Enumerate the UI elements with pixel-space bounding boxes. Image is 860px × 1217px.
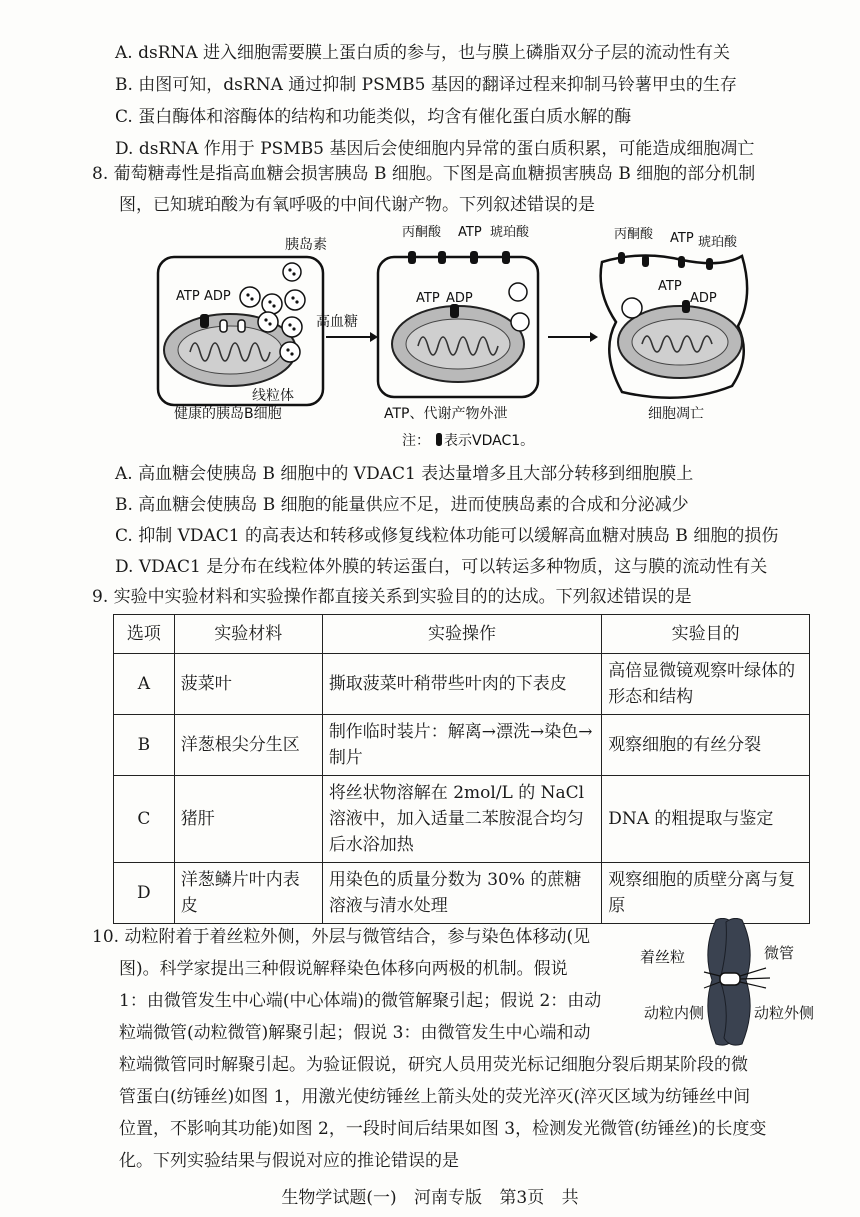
cell-option: B	[114, 715, 175, 776]
label-mitochondrion: 线粒体	[252, 388, 294, 404]
page-footer	[0, 1183, 860, 1208]
cell-operation: 将丝状物溶解在 2mol/L 的 NaCl 溶液中，加入适量二苯胺混合均匀后水浴加热	[322, 776, 601, 863]
label-succinate-2: 琥珀酸	[698, 235, 738, 250]
cell-purpose: 观察细胞的有丝分裂	[602, 715, 810, 776]
header-option: 选项	[114, 615, 175, 654]
header-operation: 实验操作	[322, 615, 601, 654]
cell-operation: 用染色的质量分数为 30% 的蔗糖溶液与清水处理	[322, 863, 601, 924]
cell-option: D	[114, 863, 175, 924]
label-centromere: 着丝粒	[640, 948, 686, 966]
cell-purpose: 高倍显微镜观察叶绿体的形态和结构	[602, 654, 810, 715]
table-row	[114, 776, 810, 863]
apoptotic-cell	[601, 227, 748, 422]
label-high-glucose: 高血糖	[316, 314, 358, 330]
experiment-table	[113, 614, 810, 924]
q10-line-4: 粒端微管(动粒微管)解聚引起；假说 3：由微管发生中心端和动	[119, 1023, 591, 1043]
label-atp-4: ATP	[670, 231, 694, 246]
q8-option-b: B. 高血糖会使胰岛 B 细胞的能量供应不足，进而使胰岛素的合成和分泌减少	[115, 495, 689, 515]
label-apoptosis: 细胞凋亡	[648, 406, 704, 422]
footer-subject: 生物学试题(一)	[281, 1188, 397, 1208]
label-kinetochore-outer: 动粒外侧	[754, 1004, 815, 1022]
vdac1-symbol	[436, 433, 442, 446]
label-adp-1: ADP	[204, 289, 231, 304]
q8-option-d: D. VDAC1 是分布在线粒体外膜的转运蛋白，可以转运多种物质，这与膜的流动性有关	[115, 557, 768, 577]
q8-option-a: A. 高血糖会使胰岛 B 细胞中的 VDAC1 表达量增多且大部分转移到细胞膜上	[115, 464, 694, 484]
label-kinetochore-inner: 动粒内侧	[644, 1004, 705, 1022]
footer-page: 第3页	[499, 1188, 545, 1208]
cell-material: 猪肝	[174, 776, 322, 863]
q10-line-7: 位置，不影响其功能)如图 2，一段时间后结果如图 3，检测发光微管(纺锤丝)的长度变	[119, 1119, 767, 1139]
header-purpose: 实验目的	[602, 615, 810, 654]
label-microtubule: 微管	[764, 944, 795, 962]
label-leak: ATP、代谢产物外泄	[384, 406, 508, 422]
label-atp-5: ATP	[658, 279, 682, 294]
label-atp-3: ATP	[416, 291, 440, 306]
q8-option-c: C. 抑制 VDAC1 的高表达和转移或修复线粒体功能可以缓解高血糖对胰岛 B 细胞的损伤	[115, 526, 779, 546]
q10-line-8: 化。下列实验结果与假说对应的推论错误的是	[119, 1151, 459, 1171]
chromosome-figure	[638, 918, 838, 1048]
cell-material: 洋葱鳞片叶内表皮	[174, 863, 322, 924]
label-adp-3: ADP	[690, 291, 717, 306]
cell-purpose: DNA 的粗提取与鉴定	[602, 776, 810, 863]
header-material: 实验材料	[174, 615, 322, 654]
q7-option-d: D. dsRNA 作用于 PSMB5 基因后会使细胞内异常的蛋白质积累，可能造成细胞凋亡	[115, 139, 755, 159]
label-atp-2: ATP	[458, 225, 482, 240]
q8-figure	[140, 222, 790, 457]
cell-operation: 制作临时装片：解离→漂洗→染色→制片	[322, 715, 601, 776]
q7-option-b: B. 由图可知，dsRNA 通过抑制 PSMB5 基因的翻译过程来抑制马铃薯甲虫的生存	[115, 75, 737, 95]
cell-operation: 撕取菠菜叶稍带些叶肉的下表皮	[322, 654, 601, 715]
table-row	[114, 863, 810, 924]
label-pyruvate-2: 丙酮酸	[614, 227, 654, 242]
label-atp-1: ATP	[176, 289, 200, 304]
q10-line-2: 图)。科学家提出三种假说解释染色体移向两极的机制。假说	[119, 959, 568, 979]
cell-material: 洋葱根尖分生区	[174, 715, 322, 776]
label-pyruvate-1: 丙酮酸	[402, 225, 442, 240]
figure-note-tail: 表示VDAC1。	[444, 433, 535, 449]
q10-line-6: 管蛋白(纺锤丝)如图 1，用激光使纺锤丝上箭头处的荧光淬灭(淬灭区域为纺锤丝中间	[119, 1087, 751, 1107]
q8-stem-line1: 8. 葡萄糖毒性是指高血糖会损害胰岛 B 细胞。下图是高血糖损害胰岛 B 细胞的部分机制	[92, 164, 756, 184]
q7-option-c: C. 蛋白酶体和溶酶体的结构和功能类似，均含有催化蛋白质水解的酶	[115, 107, 632, 127]
q10-line-5: 粒端微管同时解聚引起。为验证假说，研究人员用荧光标记细胞分裂后期某阶段的微	[119, 1055, 748, 1075]
label-insulin: 胰岛素	[285, 237, 327, 253]
q8-stem-line2: 图，已知琥珀酸为有氧呼吸的中间代谢产物。下列叙述错误的是	[119, 195, 595, 215]
table-row	[114, 654, 810, 715]
q7-option-a: A. dsRNA 进入细胞需要膜上蛋白质的参与，也与膜上磷脂双分子层的流动性有关	[115, 43, 731, 63]
label-healthy-cell: 健康的胰岛B细胞	[174, 406, 282, 422]
q9-stem: 9. 实验中实验材料和实验操作都直接关系到实验目的的达成。下列叙述错误的是	[92, 587, 692, 607]
healthy-cell	[158, 236, 327, 422]
table-header-row	[114, 615, 810, 654]
table-row	[114, 715, 810, 776]
cell-option: A	[114, 654, 175, 715]
figure-note: 注：	[402, 433, 430, 449]
q10-line-3: 1：由微管发生中心端(中心体端)的微管解聚引起；假说 2：由动	[119, 991, 602, 1011]
label-adp-2: ADP	[446, 291, 473, 306]
cell-purpose: 观察细胞的质壁分离与复原	[602, 863, 810, 924]
damaged-cell	[378, 224, 538, 422]
cell-option: C	[114, 776, 175, 863]
footer-edition: 河南专版	[414, 1188, 483, 1208]
footer-total: 共	[561, 1188, 579, 1208]
cell-material: 菠菜叶	[174, 654, 322, 715]
q10-line-1: 10. 动粒附着于着丝粒外侧，外层与微管结合，参与染色体移动(见	[92, 927, 591, 947]
label-succinate-1: 琥珀酸	[490, 225, 530, 240]
